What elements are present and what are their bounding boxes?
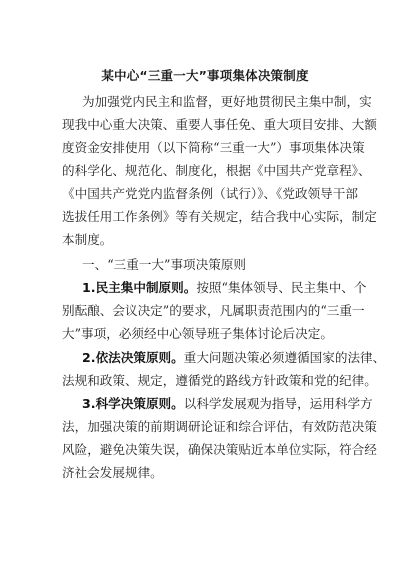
principle-1-first-line xyxy=(82,280,366,296)
intro-line-7: 本制度。 xyxy=(62,232,113,247)
principle-1-number: 1. xyxy=(82,280,96,295)
principle-2-mark: 。 xyxy=(171,350,184,365)
principle-1-mark: 。 xyxy=(183,280,197,295)
principle-3-mark: 。 xyxy=(171,396,184,411)
principle-2-number: 2. xyxy=(82,350,96,365)
principle-2-name: 依法决策原则 xyxy=(95,350,172,365)
principle-3-first-line xyxy=(82,396,373,412)
principle-3-name: 科学决策原则 xyxy=(95,396,172,411)
intro-line-3: 度资金安排使用（以下简称“三重一大”）事项集体决策 xyxy=(62,140,365,155)
principle-2-line-2: 法规和政策、规定，遵循党的路线方针政策和党的纪律。 xyxy=(62,373,377,388)
principle-1-line-3: 大”事项，必须经中心领导班子集体讨论后决定。 xyxy=(62,326,333,341)
principle-2-text: 重大问题决策必须遵循国家的法律、 xyxy=(183,350,386,365)
principle-3-line-3: 风险，避免决策失误，确保决策贴近本单位实际，符合经 xyxy=(62,442,377,457)
intro-line-5: 《中国共产党党内监督条例（试行）》、《党政领导干部 xyxy=(62,186,358,201)
principle-3-line-4: 济社会发展规律。 xyxy=(62,465,163,480)
intro-line-2: 现我中心重大决策、重要人事任免、重大项目安排、大额 xyxy=(62,117,377,132)
principle-1-text: 按照“集体领导、民主集中、个 xyxy=(196,280,367,295)
principle-2-first-line xyxy=(82,350,385,366)
document-title: 某中心“三重一大”事项集体决策制度 xyxy=(101,68,309,83)
intro-line-1: 为加强党内民主和监督，更好地贯彻民主集中制，实 xyxy=(82,94,372,109)
principle-1-line-2: 别酝酿、会议决定”的要求，凡属职责范围内的“三重一 xyxy=(62,303,365,318)
intro-line-4: 的科学化、规范化、制度化，根据《中国共产党章程》、 xyxy=(62,163,371,178)
principle-1-name: 民主集中制原则 xyxy=(95,280,184,295)
principle-3-number: 3. xyxy=(82,396,96,411)
principle-3-line-2: 法，加强决策的前期调研论证和综合评估，有效防范决策 xyxy=(62,419,377,434)
principle-3-text: 以科学发展观为指导，运用科学方 xyxy=(183,396,373,411)
intro-line-6: 选拔任用工作条例》等有关规定，结合我中心实际，制定 xyxy=(62,209,377,224)
section-heading: 一、“三重一大”事项决策原则 xyxy=(82,257,247,272)
